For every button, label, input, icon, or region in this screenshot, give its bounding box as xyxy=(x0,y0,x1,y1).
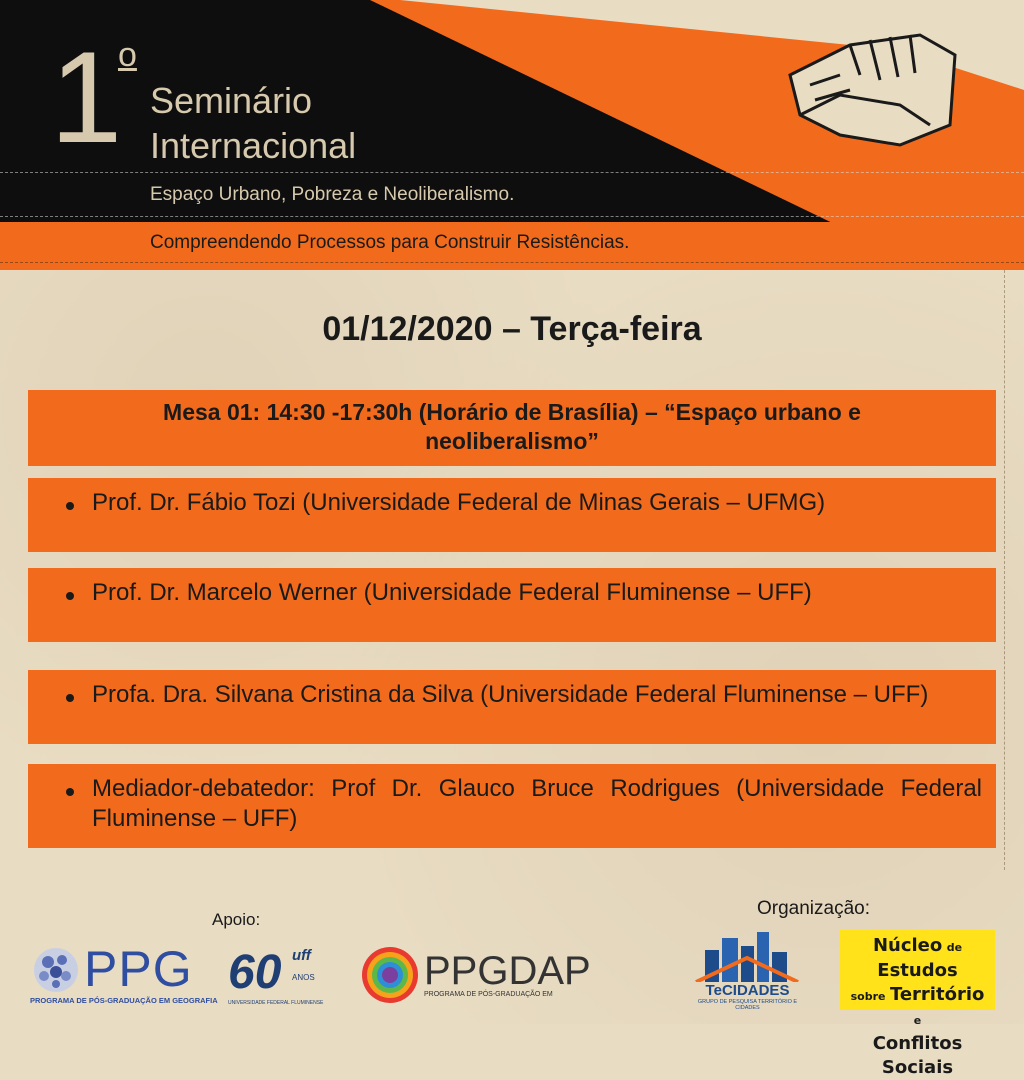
ppg-globe-icon xyxy=(32,946,80,994)
bullet-icon xyxy=(66,788,74,796)
event-tagline: Compreendendo Processos para Construir Resistências. xyxy=(150,232,630,253)
participant-text: Prof. Dr. Marcelo Werner (Universidade Federal Fluminense – UFF) xyxy=(92,579,812,606)
nucleo-line3: Conflitos Sociais xyxy=(872,1033,963,1078)
dashed-line xyxy=(0,172,1024,173)
participant-item xyxy=(28,478,996,552)
uff-caption: UNIVERSIDADE FEDERAL FLUMINENSE xyxy=(228,1000,324,1006)
uff-60-number: 60 xyxy=(228,946,282,999)
event-title-line2: Internacional xyxy=(150,125,357,166)
ppgdap-caption: PROGRAMA DE PÓS-GRADUAÇÃO EM xyxy=(424,991,553,998)
uff-brand: uff xyxy=(292,947,311,964)
ppgdap-logo xyxy=(360,945,591,1010)
mesa-line2: neoliberalismo” xyxy=(425,428,599,454)
nucleo-logo xyxy=(840,930,995,1078)
participant-text: Prof. Dr. Fábio Tozi (Universidade Federal de Minas Gerais – UFMG) xyxy=(92,489,826,516)
uff-anos: ANOS xyxy=(292,973,315,982)
tecidades-name: TeCIDADES xyxy=(705,982,790,999)
mesa-line1: Mesa 01: 14:30 -17:30h (Horário de Brasília) – “Espaço urbano e xyxy=(163,399,861,425)
edition-ordinal: o xyxy=(118,36,137,74)
ppg-caption: PROGRAMA DE PÓS-GRADUAÇÃO EM GEOGRAFIA xyxy=(30,996,218,1005)
apoio-label: Apoio: xyxy=(212,910,261,929)
dashed-line xyxy=(0,216,1024,217)
participant-text: Profa. Dra. Silvana Cristina da Silva (Universidade Federal Fluminense – UFF) xyxy=(92,681,929,708)
bullet-icon xyxy=(66,694,74,702)
edition-number: 1 xyxy=(50,24,123,170)
handshake-icon xyxy=(780,15,960,165)
uff-60-logo xyxy=(228,945,338,1010)
participant-item xyxy=(28,764,996,848)
organizacao-label: Organização: xyxy=(757,898,871,919)
city-skyline-icon xyxy=(690,928,805,982)
nucleo-line1: Núcleo de Estudos xyxy=(872,935,963,981)
tecidades-logo xyxy=(690,928,805,1010)
session-date: 01/12/2020 – Terça-feira xyxy=(322,310,702,348)
ppg-logo xyxy=(30,940,218,1010)
bullet-icon xyxy=(66,592,74,600)
participant-item xyxy=(28,568,996,642)
ppg-name: PPG xyxy=(84,941,193,997)
event-subtitle: Espaço Urbano, Pobreza e Neoliberalismo. xyxy=(150,184,515,205)
ppgdap-name: PPGDAP xyxy=(424,949,591,993)
event-title-line1: Seminário xyxy=(150,80,313,121)
ppgdap-rainbow-icon xyxy=(360,945,420,1005)
nucleo-line2: sobre Território e xyxy=(850,984,985,1027)
dashed-line xyxy=(0,262,1024,263)
participant-text: Mediador-debatedor: Prof Dr. Glauco Bruce Rodrigues (Universidade Federal Fluminense – UFF) xyxy=(92,775,982,832)
participant-item xyxy=(28,670,996,744)
tecidades-caption: GRUPO DE PESQUISA TERRITÓRIO E CIDADES xyxy=(697,999,798,1011)
bullet-icon xyxy=(66,502,74,510)
mesa-header xyxy=(28,390,996,466)
dashed-line-vertical xyxy=(1004,270,1005,870)
